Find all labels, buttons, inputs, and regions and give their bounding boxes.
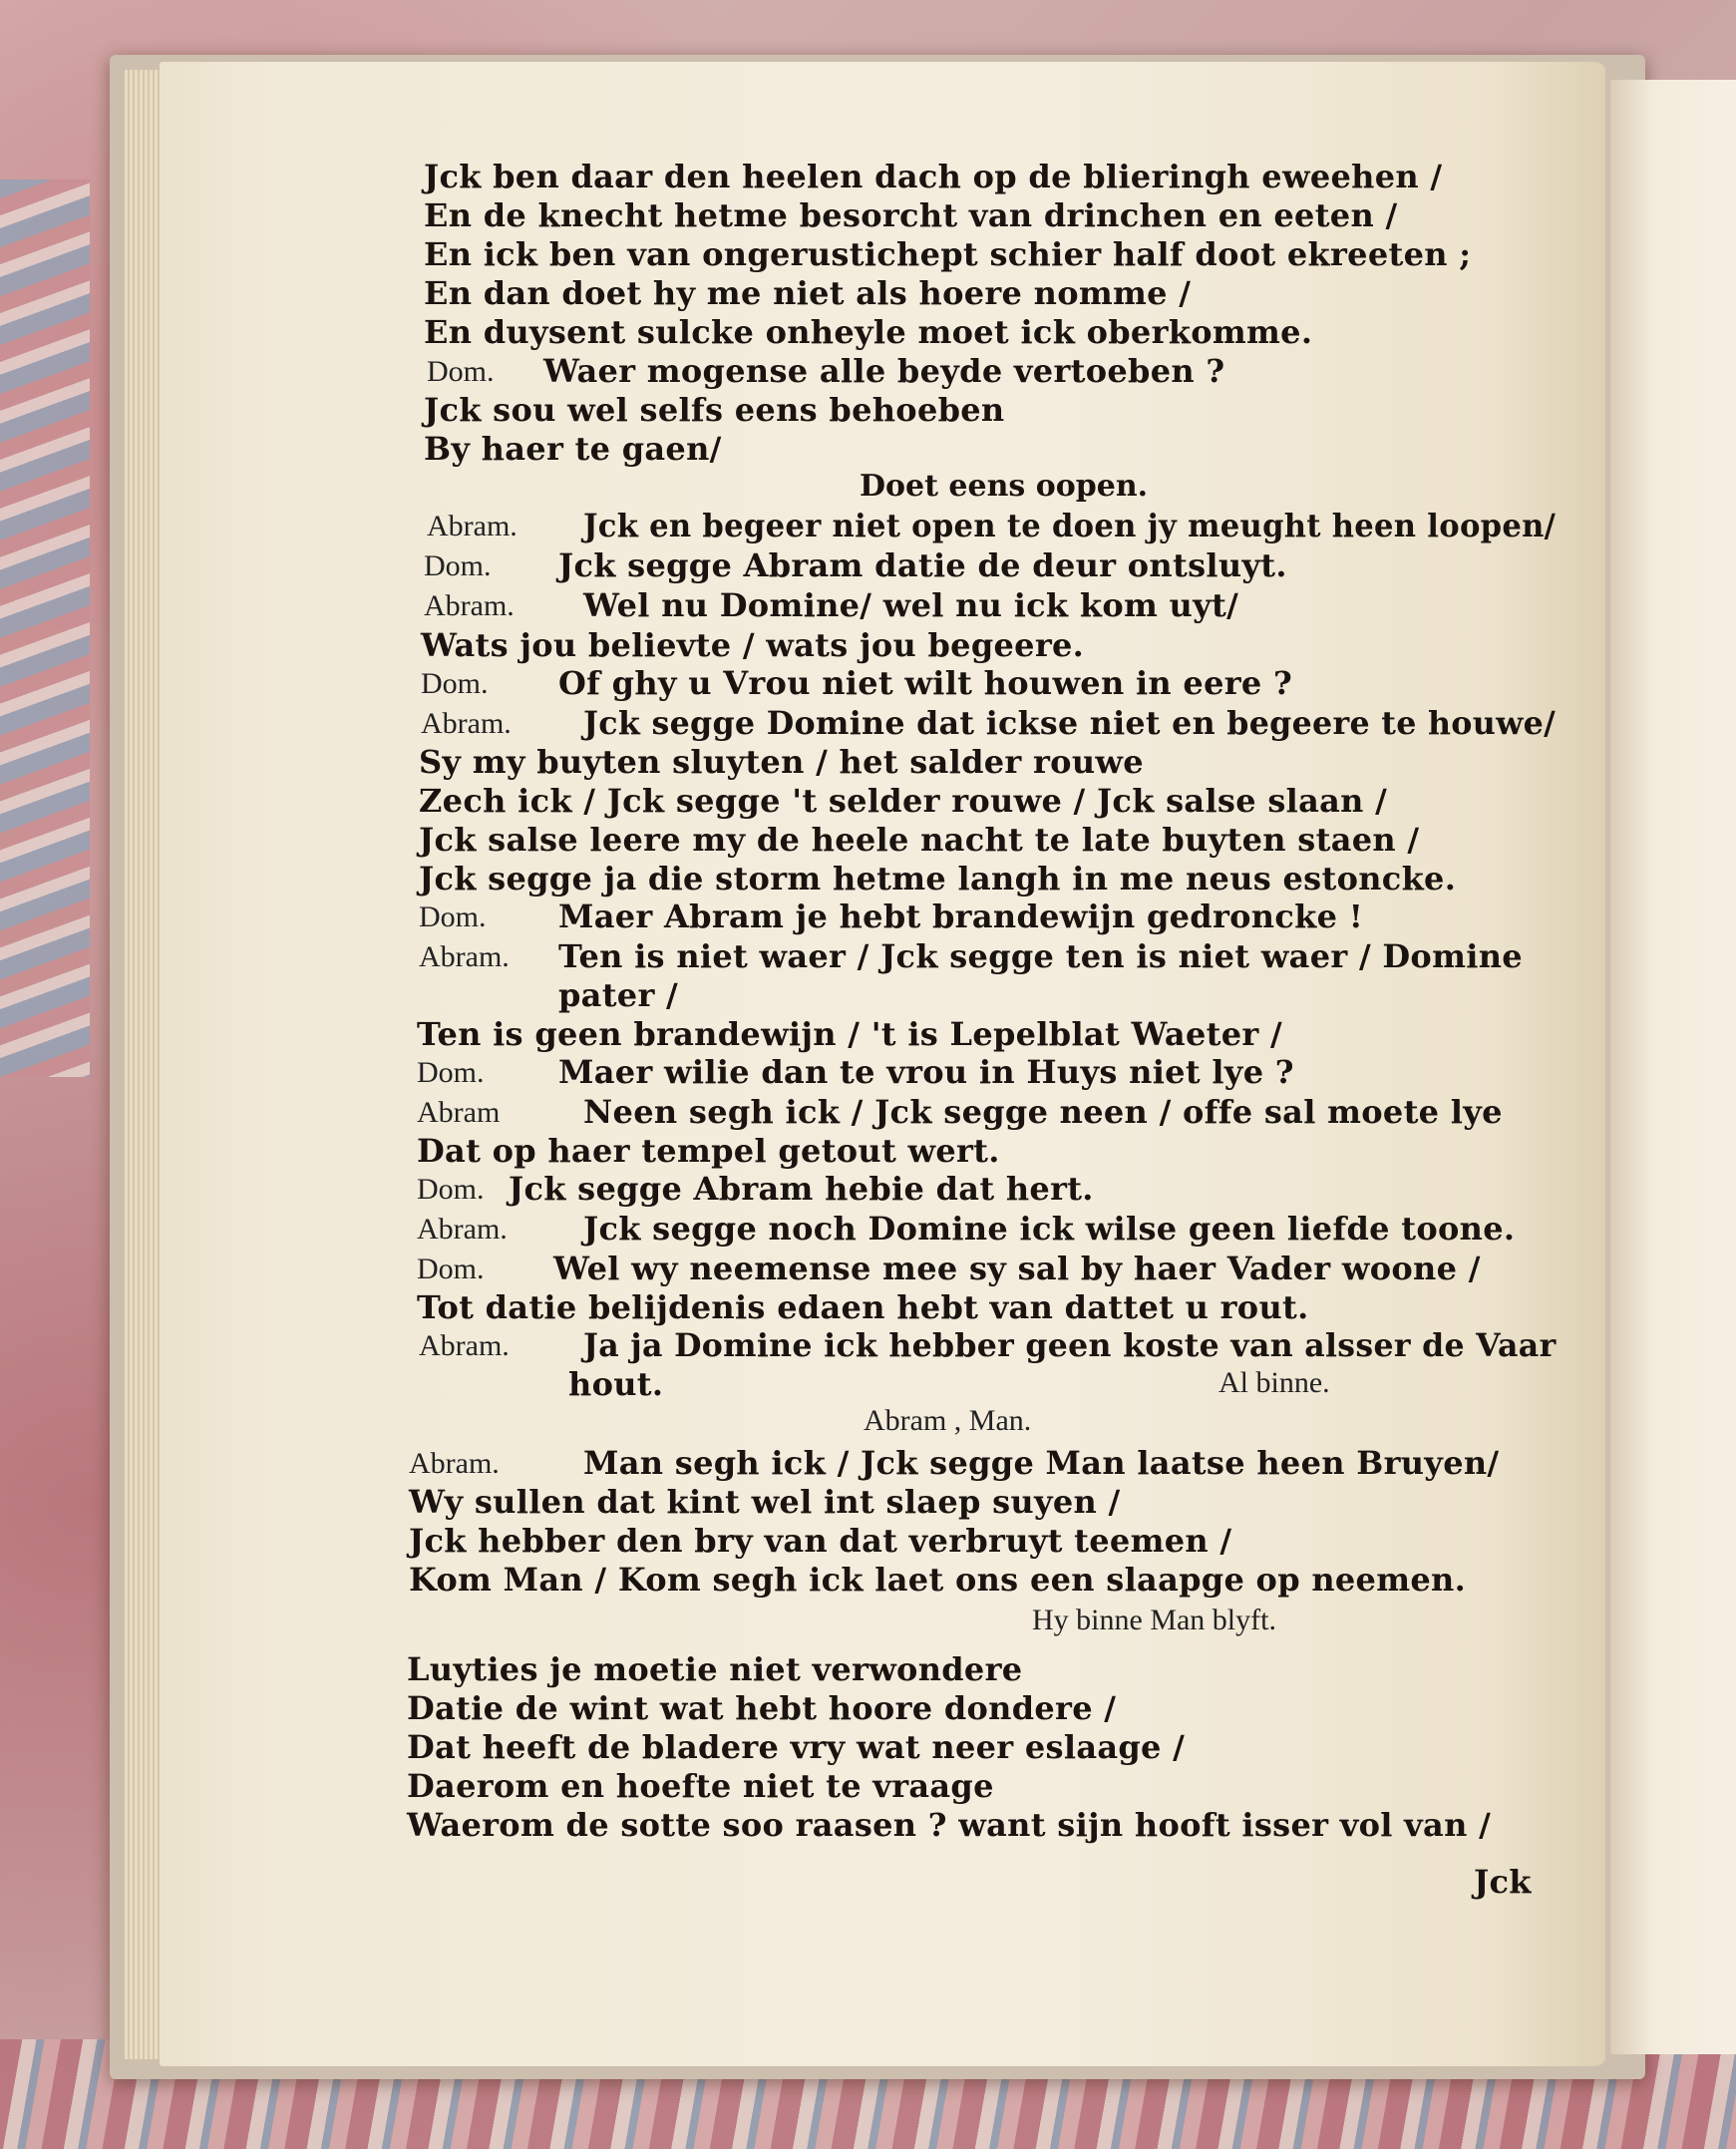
stage-direction: Al binne. <box>1218 1366 1330 1399</box>
stage-direction: Doet eens oopen. <box>860 469 1149 504</box>
verse-line: Dat heeft de bladere vry wat neer eslaage / <box>407 1728 1186 1766</box>
speaker-label: Dom. <box>421 667 489 700</box>
verse-line: Wy sullen dat kint wel int slaep suyen / <box>409 1483 1121 1521</box>
speaker-label: Abram. <box>409 1447 500 1480</box>
verse-line: Wel wy neemense mee sy sal by haer Vader woone / <box>553 1250 1481 1287</box>
verse-line: Dat op haer tempel getout wert. <box>417 1132 1000 1170</box>
speaker-label: Abram. <box>417 1213 508 1246</box>
stage-direction: Hy binne Man blyft. <box>1032 1604 1276 1636</box>
speaker-label: Dom. <box>417 1173 485 1206</box>
verse-line: Ten is niet waer / Jck segge ten is niet waer / Domine <box>558 937 1523 975</box>
speaker-label: Dom. <box>417 1056 485 1089</box>
verse-line: Jck salse leere my de heele nacht te late buyten staen / <box>419 821 1420 859</box>
verse-line: Jck segge Abram datie de deur ontsluyt. <box>558 546 1287 584</box>
verse-line: En duysent sulcke onheyle moet ick oberkomme. <box>424 313 1313 351</box>
verse-line: Tot datie belijdenis edaen hebt van dattet u rout. <box>417 1288 1309 1326</box>
verse-line: Jck segge Abram hebie dat hert. <box>509 1170 1094 1208</box>
verse-line: Wats jou believte / wats jou begeere. <box>421 626 1085 664</box>
verse-line: Ten is geen brandewijn / 't is Lepelblat Waeter / <box>417 1015 1282 1053</box>
verse-line: Jck ben daar den heelen dach op de blieringh eweehen / <box>424 158 1443 195</box>
verse-line: Wel nu Domine/ wel nu ick kom uyt/ <box>583 586 1239 624</box>
verse-line: By haer te gaen/ <box>424 430 722 468</box>
speaker-label: Abram. <box>421 707 512 740</box>
verse-line: Kom Man / Kom segh ick laet ons een slaapge op neemen. <box>409 1561 1467 1599</box>
speaker-label: Abram. <box>419 940 510 973</box>
verse-line: Sy my buyten sluyten / het salder rouwe <box>419 743 1144 781</box>
verse-line: Jck segge Domine dat ickse niet en begeere te houwe/ <box>583 704 1556 742</box>
verse-line: Waerom de sotte soo raasen ? want sijn hooft isser vol van / <box>407 1806 1492 1844</box>
verse-line: En de knecht hetme besorcht van drinchen en eeten / <box>424 196 1398 234</box>
speaker-label: Abram. <box>424 589 515 622</box>
speaker-label: Dom. <box>417 1253 485 1285</box>
verse-line: En ick ben van ongerustichept schier half doot ekreeten ; <box>424 235 1472 273</box>
verse-line: Daerom en hoefte niet te vraage <box>407 1767 994 1805</box>
speaker-label: Abram. <box>427 510 518 542</box>
speaker-label: Abram <box>417 1096 501 1129</box>
verse-line: Zech ick / Jck segge 't selder rouwe / Jck salse slaan / <box>419 782 1388 820</box>
verse-line: Jck en begeer niet open te doen jy meught heen loopen/ <box>583 507 1557 544</box>
speaker-label: Dom. <box>427 355 495 388</box>
verse-line: Neen segh ick / Jck segge neen / offe sal moete lye <box>583 1093 1503 1131</box>
verse-line: hout. <box>568 1365 664 1403</box>
catchword: Jck <box>1474 1863 1532 1901</box>
verse-line: Jck hebber den bry van dat verbruyt teemen / <box>409 1522 1232 1560</box>
verse-line: Datie de wint wat hebt hoore dondere / <box>407 1689 1117 1727</box>
speaker-label: Dom. <box>419 900 487 933</box>
scene-heading: Abram , Man. <box>864 1404 1032 1437</box>
verse-line: Man segh ick / Jck segge Man laatse heen Bruyen/ <box>583 1444 1500 1482</box>
speaker-label: Dom. <box>424 549 492 582</box>
verse-line: Jck sou wel selfs eens behoeben <box>424 391 1005 429</box>
speaker-label: Abram. <box>419 1329 510 1362</box>
verse-line: Waer mogense alle beyde vertoeben ? <box>543 352 1225 390</box>
verse-line: Maer Abram je hebt brandewijn gedroncke ! <box>558 897 1364 935</box>
verse-line: Ja ja Domine ick hebber geen koste van alsser de Vaar <box>583 1326 1557 1364</box>
verse-line: Jck segge noch Domine ick wilse geen liefde toone. <box>583 1210 1516 1248</box>
verse-line: Of ghy u Vrou niet wilt houwen in eere ? <box>558 664 1293 702</box>
verse-line: En dan doet hy me niet als hoere nomme / <box>424 274 1192 312</box>
verse-line: Maer wilie dan te vrou in Huys niet lye ? <box>558 1053 1294 1091</box>
verse-line: pater / <box>558 976 679 1014</box>
verse-line: Jck segge ja die storm hetme langh in me neus estoncke. <box>419 860 1457 897</box>
verse-line: Luyties je moetie niet verwondere <box>407 1650 1023 1688</box>
